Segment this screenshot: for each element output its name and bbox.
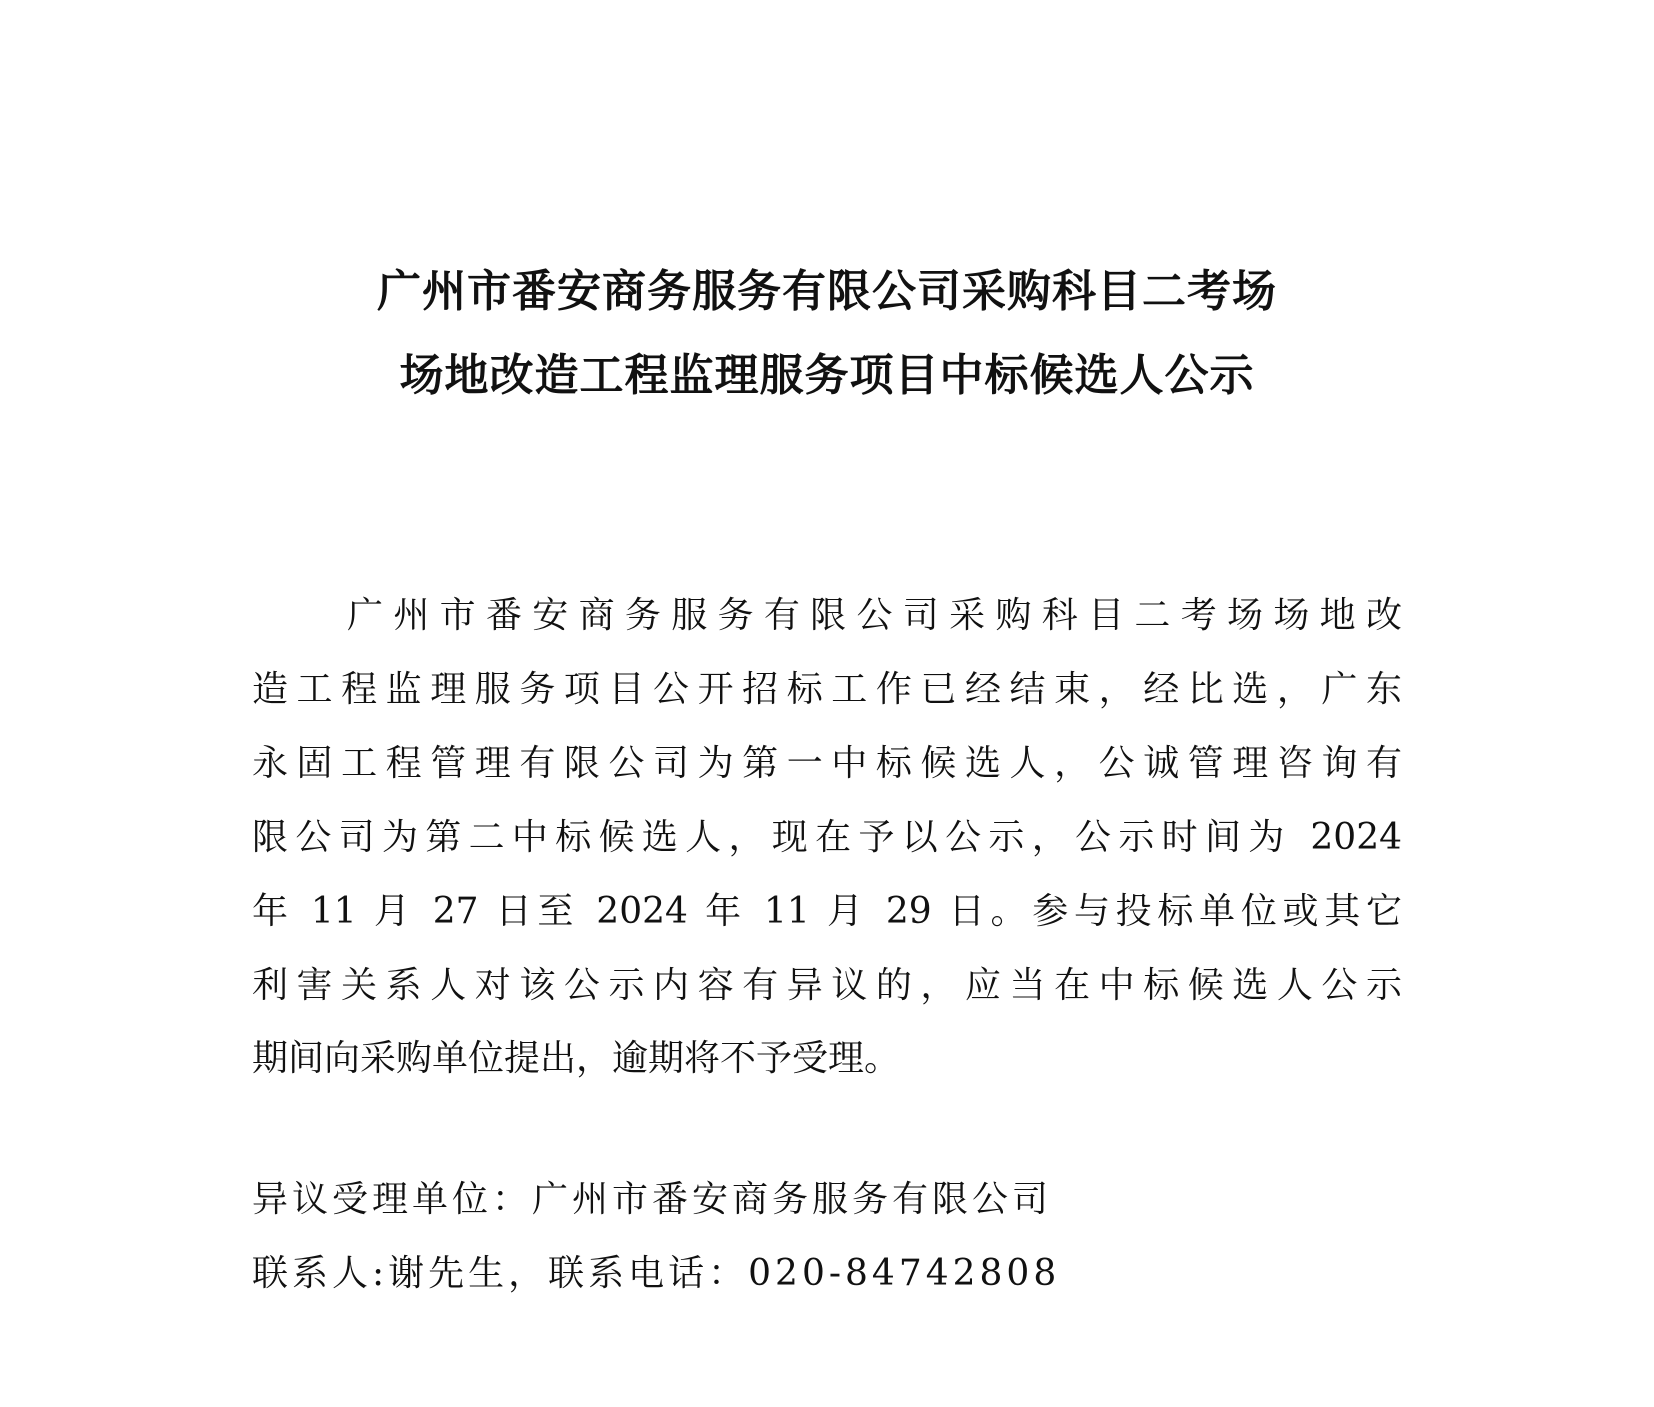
body-paragraph-line-7: 期间向采购单位提出，逾期将不予受理。 [252,1038,901,1079]
contact-person-line: 联系人:谢先生，联系电话：020-84742808 [252,1253,1061,1294]
body-paragraph-line-4: 限公司为第二中标候选人，现在予以公示，公示时间为 2024 [252,817,1402,858]
body-paragraph-line-6: 利害关系人对该公示内容有异议的，应当在中标候选人公示 [252,965,1402,1006]
body-paragraph-line-5: 年 11 月 27 日至 2024 年 11 月 29 日。参与投标单位或其它 [252,891,1402,932]
body-paragraph-line-2: 造工程监理服务项目公开招标工作已经结束，经比选，广东 [252,669,1402,710]
objection-unit-line: 异议受理单位：广州市番安商务服务有限公司 [252,1179,1053,1220]
document-title-line-1: 广州市番安商务服务有限公司采购科目二考场 [377,266,1277,317]
body-paragraph-line-1: 广州市番安商务服务有限公司采购科目二考场场地改 [347,595,1402,636]
body-paragraph-line-3: 永固工程管理有限公司为第一中标候选人，公诚管理咨询有 [252,743,1402,784]
document-title-line-2: 场地改造工程监理服务项目中标候选人公示 [399,350,1255,401]
